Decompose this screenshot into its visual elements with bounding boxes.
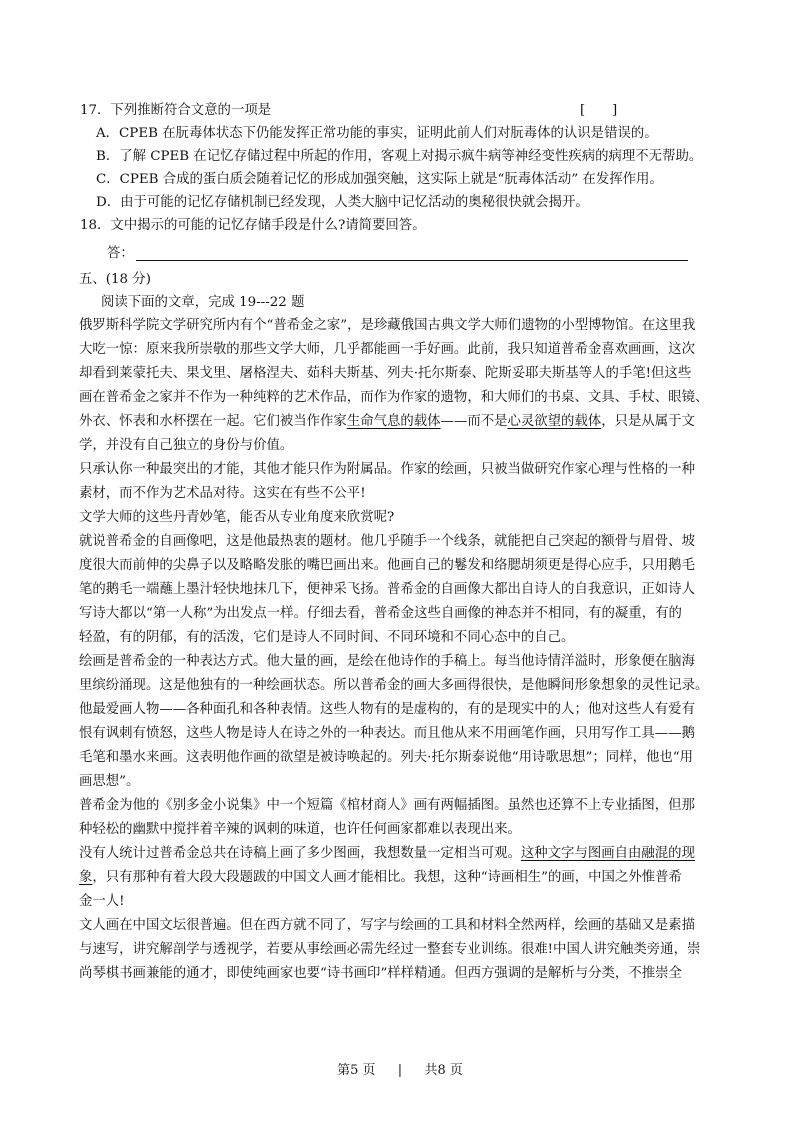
- section-instruction: 阅读下面的文章，完成 19---22 题: [101, 295, 305, 310]
- passage-line: 画思想”。: [79, 774, 140, 789]
- section-heading: 五、(18 分): [79, 272, 151, 287]
- passage-line: 素材，而不作为艺术品对待。这实在有些不公平!: [79, 486, 366, 501]
- passage-text: 外衣、怀表和水杯摆在一起。它们被当作作家: [79, 414, 347, 429]
- page-footer: [0, 1061, 800, 1081]
- passage-line: 文人画在中国文坛很普遍。但在西方就不同了，写字与绘画的工具和材料全然两样，绘画的基础又是素描: [79, 918, 695, 933]
- passage-line: 里缤纷涌现。这是他独有的一种绘画状态。所以普希金的画大多画得很快，是他瞬间形象想象的灵性记录。: [79, 678, 709, 693]
- passage-line: 他最爱画人物——各种面孔和各种表情。这些人物有的是虚构的，有的是现实中的人；他对这些人有爱有: [79, 702, 695, 717]
- passage-line: 绘画是普希金的一种表达方式。他大量的画，是绘在他诗作的手稿上。每当他诗情洋溢时，形象便在脑海: [79, 654, 695, 669]
- underlined-phrase: 生命气息的载体: [346, 414, 441, 429]
- option-d: D．由于可能的记忆存储机制已经发现，人类大脑中记忆活动的奥秘很快就会揭开。: [96, 195, 589, 210]
- passage-line: [79, 412, 695, 432]
- passage-text: ，只是从属于文: [601, 414, 695, 429]
- passage-line: [79, 844, 695, 864]
- passage-line: 只承认你一种最突出的才能，其他才能只作为附属品。作家的绘画，只被当做研究作家心理与性格的一种: [79, 462, 695, 477]
- passage-text: ——而不是: [440, 414, 508, 429]
- passage-line: 学，并没有自己独立的身份与价值。: [79, 438, 294, 453]
- underlined-phrase: 这种文字与图画自由融混的现: [520, 846, 695, 861]
- passage-line: 度很大而前伸的尖鼻子以及略略发胀的嘴巴画出来。他画自己的鬈发和络腮胡须更是得心应手，只用鹅毛: [79, 558, 695, 573]
- option-a: A．CPEB 在朊毒体状态下仍能发挥正常功能的事实，证明此前人们对朊毒体的认识是错误的。: [96, 126, 658, 141]
- question-18-stem: 18．文中揭示的可能的记忆存储手段是什么?请简要回答。: [80, 218, 426, 233]
- underlined-phrase: 心灵欲望的载体: [507, 414, 602, 429]
- question-17-stem: 17．下列推断符合文意的一项是: [80, 103, 272, 118]
- passage-text: 没有人统计过普希金总共在诗稿上画了多少图画，我想数量一定相当可观。: [79, 846, 521, 861]
- passage-line: 画在普希金之家并不作为一种纯粹的艺术作品，而作为作家的遗物，和大师们的书桌、文具、手杖、眼镜、: [79, 390, 709, 405]
- passage-line: 毛笔和墨水来画。这表明他作画的欲望是被诗唤起的。列夫·托尔斯泰说他“用诗歌思想”；同样，他也“用: [79, 750, 693, 765]
- passage-line: 俄罗斯科学院文学研究所内有个“普希金之家”，是珍藏俄国古典文学大师们遗物的小型博物馆。在这里我: [79, 318, 696, 333]
- option-b: B．了解 CPEB 在记忆存储过程中所起的作用，客观上对揭示疯牛病等神经变性疾病的病理不无帮助。: [96, 149, 703, 164]
- underlined-phrase: 象: [79, 870, 93, 885]
- passage-line: 却看到莱蒙托夫、果戈里、屠格涅夫、茹科夫斯基、列夫·托尔斯泰、陀斯妥耶夫斯基等人的手笔!但这些: [79, 366, 692, 381]
- passage-line: 笔的鹅毛一端蘸上墨汁轻快地抹几下，便神采飞扬。普希金的自画像大都出自诗人的自我意识，正如诗人: [79, 582, 695, 597]
- passage-line: 金一人!: [79, 894, 125, 909]
- passage-line: 恨有讽刺有愤怒，这些人物是诗人在诗之外的一种表达。而且他从来不用画笔作画，只用写作工具——鹅: [79, 726, 695, 741]
- passage-line: 种轻松的幽默中搅拌着辛辣的讽刺的味道，也许任何画家都难以表现出来。: [79, 822, 521, 837]
- passage-line: [79, 868, 682, 888]
- page-total: 共8 页: [424, 1063, 463, 1078]
- page-separator: |: [397, 1063, 403, 1078]
- option-c: C．CPEB 合成的蛋白质会随着记忆的形成加强突触，这实际上就是“朊毒体活动” 在发挥作用。: [96, 172, 663, 187]
- answer-line: [136, 260, 688, 261]
- passage-line: 就说普希金的自画像吧，这是他最热衷的题材。他几乎随手一个线条，就能把自己突起的额骨与眉骨、坡: [79, 534, 695, 549]
- passage-line: 轻盈，有的阴郁，有的活泼，它们是诗人不同时间、不同环境和不同心态中的自己。: [79, 630, 575, 645]
- passage-text: ，只有那种有着大段大段题跋的中国文人画才能相比。我想，这种“诗画相生”的画，中国之外惟普希: [92, 870, 682, 885]
- passage-line: 与速写，讲究解剖学与透视学，若要从事绘画必需先经过一整套专业训练。很难!中国人讲究触类旁通，崇: [79, 942, 701, 957]
- page-current: 第5 页: [337, 1063, 376, 1078]
- passage-line: 尚琴棋书画兼能的通才，即使纯画家也要“诗书画印”样样精通。但西方强调的是解析与分类，不推崇全: [79, 966, 682, 981]
- passage-line: 普希金为他的《别多金小说集》中一个短篇《棺材商人》画有两幅插图。虽然也还算不上专业插图，但那: [79, 798, 695, 813]
- passage-line: 大吃一惊：原来我所崇敬的那些文学大师，几乎都能画一手好画。此前，我只知道普希金喜欢画画，这次: [79, 342, 695, 357]
- passage-line: 文学大师的这些丹青妙笔，能否从专业角度来欣赏呢?: [79, 510, 395, 525]
- passage-line: 写诗大都以“第一人称”为出发点一样。仔细去看，普希金这些自画像的神态并不相同，有的凝重，有的: [79, 606, 682, 621]
- answer-label: 答：: [107, 246, 134, 261]
- answer-bracket: [ ]: [580, 103, 618, 118]
